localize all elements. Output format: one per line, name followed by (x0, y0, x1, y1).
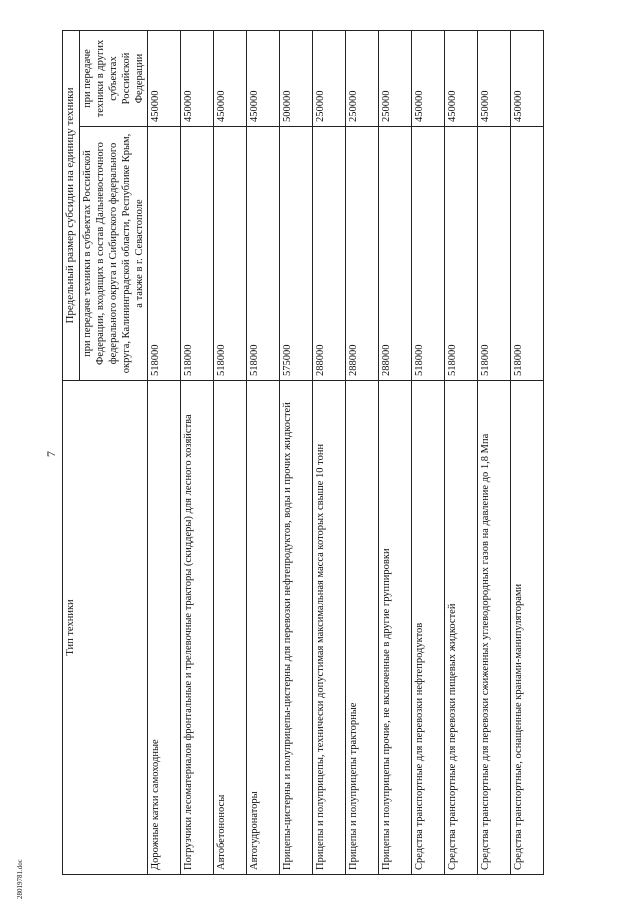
subsidy-far-east-cell: 518000 (412, 127, 445, 381)
subsidy-other-cell: 450000 (511, 31, 544, 127)
equipment-type-cell: Средства транспортные, оснащенные кранами-манипуляторами (511, 381, 544, 875)
equipment-type-cell: Средства транспортные для перевозки пищевых жидкостей (445, 381, 478, 875)
header-far-east-siberia: при передаче техники в субъектах Российской Федерации, входящих в состав Дальневосточного федерального округа и Сибирского федерального округа, Калининградской области, Республике Крым, а также в г. Севастополе (79, 127, 148, 381)
table-row (148, 31, 181, 875)
equipment-type-cell: Автобетононосы (214, 381, 247, 875)
table-row (346, 31, 379, 875)
header-other-regions: при передаче техники в других субъектах Российской Федерации (79, 31, 148, 127)
subsidy-far-east-cell: 518000 (478, 127, 511, 381)
table-row (181, 31, 214, 875)
subsidy-other-cell: 250000 (313, 31, 346, 127)
page-number: 7 (44, 451, 58, 457)
equipment-type-cell: Прицепы и полуприцепы прочие, не включенные в другие группировки (379, 381, 412, 875)
table-row (280, 31, 313, 875)
subsidy-far-east-cell: 288000 (379, 127, 412, 381)
subsidy-other-cell: 450000 (148, 31, 181, 127)
table-row (379, 31, 412, 875)
equipment-type-cell: Погрузчики лесоматериалов фронтальные и трелевочные тракторы (скиддеры) для лесного хозяйства (181, 381, 214, 875)
header-subsidy-limit: Предельный размер субсидии на единицу техники (63, 31, 80, 381)
table-row (214, 31, 247, 875)
header-equipment-type: Тип техники (63, 381, 148, 875)
equipment-type-cell: Прицепы и полуприцепы тракторные (346, 381, 379, 875)
subsidy-other-cell: 250000 (379, 31, 412, 127)
table-row (412, 31, 445, 875)
table-row (445, 31, 478, 875)
subsidy-far-east-cell: 518000 (148, 127, 181, 381)
subsidy-other-cell: 450000 (181, 31, 214, 127)
subsidy-table (62, 30, 544, 875)
equipment-type-cell: Прицепы и полуприцепы, технически допустимая максимальная масса которых свыше 10 тонн (313, 381, 346, 875)
equipment-type-cell: Дорожные катки самоходные (148, 381, 181, 875)
equipment-type-cell: Автогудронаторы (247, 381, 280, 875)
table-body (148, 31, 544, 875)
subsidy-far-east-cell: 518000 (181, 127, 214, 381)
equipment-type-cell: Средства транспортные для перевозки нефтепродуктов (412, 381, 445, 875)
subsidy-far-east-cell: 575000 (280, 127, 313, 381)
equipment-type-cell: Прицепы-цистерны и полуприцепы-цистерны для перевозки нефтепродуктов, воды и прочих жидкостей (280, 381, 313, 875)
subsidy-other-cell: 450000 (247, 31, 280, 127)
footer-code: 28019781.doc (16, 859, 24, 899)
subsidy-far-east-cell: 518000 (445, 127, 478, 381)
subsidy-other-cell: 450000 (445, 31, 478, 127)
subsidy-other-cell: 450000 (478, 31, 511, 127)
table-row (478, 31, 511, 875)
subsidy-other-cell: 450000 (412, 31, 445, 127)
subsidy-other-cell: 500000 (280, 31, 313, 127)
subsidy-far-east-cell: 288000 (346, 127, 379, 381)
subsidy-far-east-cell: 518000 (214, 127, 247, 381)
subsidy-other-cell: 450000 (214, 31, 247, 127)
subsidy-far-east-cell: 288000 (313, 127, 346, 381)
subsidy-far-east-cell: 518000 (511, 127, 544, 381)
table-row (511, 31, 544, 875)
table-row (313, 31, 346, 875)
table-row (247, 31, 280, 875)
subsidy-other-cell: 250000 (346, 31, 379, 127)
equipment-type-cell: Средства транспортные для перевозки сжиженных углеводородных газов на давление до 1,8 Мпа (478, 381, 511, 875)
subsidy-far-east-cell: 518000 (247, 127, 280, 381)
